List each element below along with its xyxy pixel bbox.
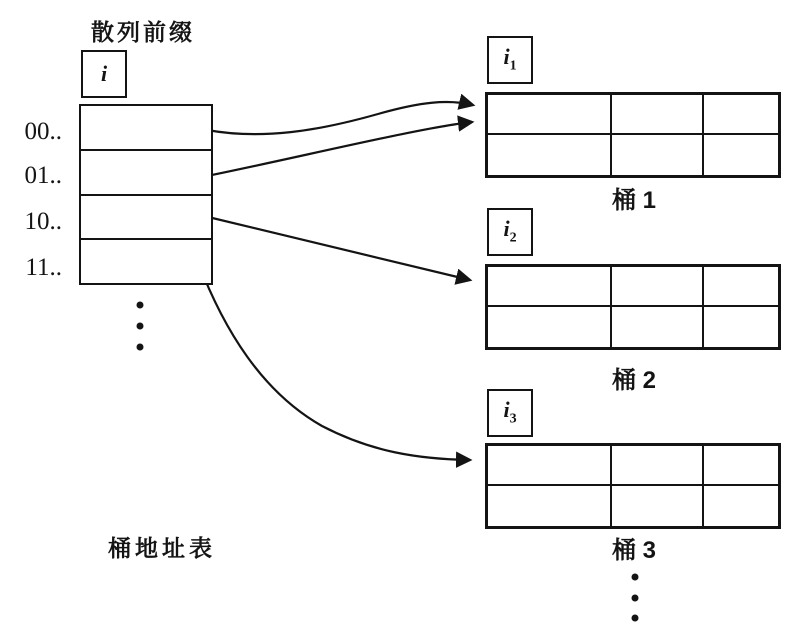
bucket-cell [488,267,612,307]
bucket3-caption: 桶 3 [612,537,657,564]
bucket-cell [612,95,704,135]
directory-ellipsis [137,302,144,351]
prefix-label-01: 01.. [24,162,62,189]
hash-prefix-label: 散列前缀 [91,19,195,45]
bucket2-caption: 桶 2 [612,367,657,394]
bucket-cell [488,95,612,135]
bucket-cell [704,135,778,175]
bucket-cell [488,307,612,347]
prefix-label-00: 00.. [24,118,62,145]
bucket1-depth-box [487,36,533,84]
bucket-cell [612,486,704,526]
bucket2-depth-box [487,208,533,256]
directory-row [81,106,211,151]
bucket2-table [485,264,781,350]
bucket-cell [612,267,704,307]
bucket-cell [612,135,704,175]
bucket3-table [485,443,781,529]
bucket-cell [612,446,704,486]
bucket-cell [488,135,612,175]
arrow-prefix00-to-bucket1 [207,102,473,134]
global-depth-symbol: i [100,61,108,86]
bucket1-depth-symbol: $i_1$ [503,44,517,74]
directory-row [81,151,211,196]
bucket-cell [704,486,778,526]
bucket1-caption: 桶 1 [612,187,657,214]
arrow-prefix10-to-bucket2 [204,216,470,280]
bucket-cell [704,446,778,486]
bucket-cell [704,95,778,135]
bucket1-table [485,92,781,178]
directory-row [81,240,211,283]
bucket-address-table [79,104,213,285]
directory-row [81,196,211,241]
bucket-cell [612,307,704,347]
buckets-ellipsis [632,574,639,622]
bucket-address-table-label: 桶地址表 [108,535,216,561]
arrow-prefix11-to-bucket3 [198,262,470,460]
bucket3-depth-box [487,389,533,437]
bucket3-depth-symbol: $i_3$ [503,397,517,427]
global-depth-box [81,50,127,98]
arrow-prefix01-to-bucket1 [202,122,472,177]
bucket-cell [704,307,778,347]
prefix-label-10: 10.. [24,208,62,235]
bucket2-depth-symbol: $i_2$ [503,216,517,246]
prefix-label-11: 11.. [25,254,62,281]
bucket-cell [488,446,612,486]
bucket-cell [488,486,612,526]
bucket-cell [704,267,778,307]
